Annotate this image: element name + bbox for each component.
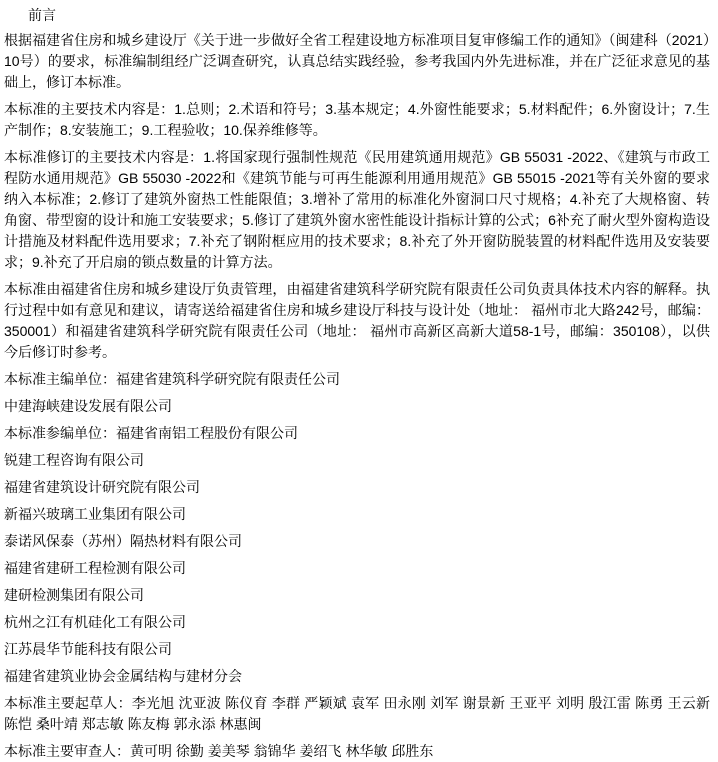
paragraph-administration: 本标准由福建省住房和城乡建设厅负责管理，由福建省建筑科学研究院有限责任公司负责具体技术内容的解释。执行过程中如有意见和建议，请寄送给福建省住房和城乡建设厅科技与设计处（地址： 福州市北大路242号，邮编：350001）和福建省建筑科学研究院有限责任公司（地址： 福州市高新区高新大道58-1号，邮编：350108），以供今后修订时参考。 <box>4 281 710 360</box>
participant-unit-line: 福建省建研工程检测有限公司 <box>4 560 186 576</box>
paragraph-main-content: 本标准的主要技术内容是：1.总则；2.术语和符号；3.基本规定；4.外窗性能要求；5.材料配件；6.外窗设计；7.生产制作；8.安装施工；9.工程验收；10.保养维修等。 <box>4 101 710 138</box>
participant-unit-line: 新福兴玻璃工业集团有限公司 <box>4 506 186 522</box>
participant-unit-line: 福建省建筑设计研究院有限公司 <box>4 479 200 495</box>
reviewers-line <box>4 741 710 762</box>
page-title: 前言 <box>28 7 56 23</box>
chief-editor-unit-2-line: 中建海峡建设发展有限公司 <box>4 398 172 414</box>
participant-unit-line: 江苏晨华节能科技有限公司 <box>4 641 172 657</box>
paragraph-foreword-1: 根据福建省住房和城乡建设厅《关于进一步做好全省工程建设地方标准项目复审修编工作的通知》（闽建科（2021）10号）的要求，标准编制组经广泛调查研究，认真总结实践经验，参考我国内外先进标准，并在广泛征求意见的基础上，修订本标准。 <box>4 32 710 90</box>
page-title-row <box>4 6 710 24</box>
reviewers-label: 本标准主要审查人： <box>4 743 130 759</box>
paragraph-revision-content: 本标准修订的主要技术内容是：1.将国家现行强制性规范《民用建筑通用规范》GB 55031 -2022、《建筑与市政工程防水通用规范》GB 55030 -2022和《建筑节能与可再生能源利用通用规范》GB 55015 -2021等有关外窗的要求纳入本标准；2.修订了建筑外窗热工性能限值；3.增补了常用的标准化外窗洞口尺寸规格；4.补充了大规格窗、转角窗、带型窗的设计和施工安装要求；5.修订了建筑外窗水密性能设计指标计算的公式；6补充了耐火型外窗构造设计措施及材料配件选用要求；7.补充了钢附框应用的技术要求；8.补充了外开窗防脱装置的材料配件选用及安装要求；9.补充了开启扇的锁点数量的计算方法。 <box>4 149 710 270</box>
chief-editor-line <box>4 369 710 390</box>
drafters-line <box>4 693 710 735</box>
participant-unit-line: 杭州之江有机硅化工有限公司 <box>4 614 186 630</box>
participant-unit-line: 建研检测集团有限公司 <box>4 587 144 603</box>
participant-unit-line: 福建省建筑业协会金属结构与建材分会 <box>4 668 242 684</box>
drafters-label: 本标准主要起草人： <box>4 695 132 711</box>
participant-unit-line: 锐建工程咨询有限公司 <box>4 452 144 468</box>
drafters-names: 李光旭 沈亚波 陈仪育 李群 严颖斌 袁军 田永刚 刘军 谢景新 王亚平 刘明 殷江雷 陈勇 王云新 陈恺 桑叶靖 郑志敏 陈友梅 郭永添 林惠闽 <box>4 695 710 732</box>
participant-label: 本标准参编单位： <box>4 425 116 441</box>
participant-unit-first: 福建省南铝工程股份有限公司 <box>116 425 298 441</box>
participant-first-line <box>4 423 710 444</box>
chief-editor-unit: 福建省建筑科学研究院有限责任公司 <box>116 371 340 387</box>
reviewers-names: 黄可明 徐勤 姜美琴 翁锦华 姜绍飞 林华敏 邱胜东 <box>130 743 434 759</box>
participant-unit-line: 泰诺风保泰（苏州）隔热材料有限公司 <box>4 533 242 549</box>
chief-editor-label: 本标准主编单位： <box>4 371 116 387</box>
